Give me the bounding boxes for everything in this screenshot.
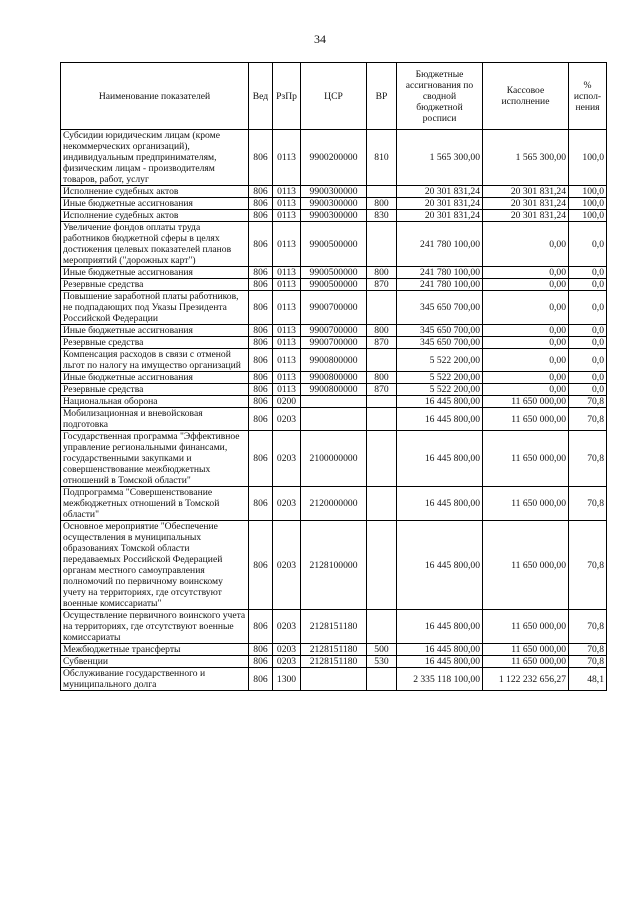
cell-name: Компенсация расходов в связи с отменой льгот по налогу на имущество организаций xyxy=(61,349,249,372)
cell-rzpr: 0203 xyxy=(273,644,301,656)
cell-cash: 0,00 xyxy=(483,279,569,291)
cell-name: Иные бюджетные ассигнования xyxy=(61,198,249,210)
cell-budget: 5 522 200,00 xyxy=(397,349,483,372)
cell-csr: 9900700000 xyxy=(301,291,367,325)
table-row xyxy=(61,210,607,222)
cell-name: Осуществление первичного воинского учета на территориях, где отсутствуют военные комиссариаты xyxy=(61,610,249,644)
cell-percent: 70,8 xyxy=(569,521,607,610)
cell-percent: 70,8 xyxy=(569,610,607,644)
cell-csr: 2128100000 xyxy=(301,521,367,610)
cell-ved: 806 xyxy=(249,668,273,691)
cell-csr: 9900700000 xyxy=(301,337,367,349)
table-row xyxy=(61,337,607,349)
cell-percent: 70,8 xyxy=(569,396,607,408)
table-header-row xyxy=(61,63,607,130)
cell-cash: 1 122 232 656,27 xyxy=(483,668,569,691)
cell-budget: 16 445 800,00 xyxy=(397,408,483,431)
cell-csr: 9900800000 xyxy=(301,349,367,372)
cell-csr: 9900500000 xyxy=(301,267,367,279)
cell-vr xyxy=(367,610,397,644)
cell-percent: 70,8 xyxy=(569,487,607,521)
cell-csr: 9900200000 xyxy=(301,130,367,186)
cell-vr xyxy=(367,668,397,691)
cell-percent: 48,1 xyxy=(569,668,607,691)
cell-ved: 806 xyxy=(249,349,273,372)
cell-rzpr: 0203 xyxy=(273,431,301,487)
cell-name: Субсидии юридическим лицам (кроме некоммерческих организаций), индивидуальным предпринимателям, физическим лицам - производителям товаров, работ, услуг xyxy=(61,130,249,186)
cell-ved: 806 xyxy=(249,396,273,408)
cell-rzpr: 0113 xyxy=(273,279,301,291)
cell-ved: 806 xyxy=(249,130,273,186)
cell-vr xyxy=(367,408,397,431)
cell-rzpr: 0113 xyxy=(273,210,301,222)
table-row xyxy=(61,521,607,610)
cell-cash: 20 301 831,24 xyxy=(483,210,569,222)
cell-csr: 9900500000 xyxy=(301,222,367,267)
table-row xyxy=(61,198,607,210)
cell-rzpr: 1300 xyxy=(273,668,301,691)
cell-budget: 5 522 200,00 xyxy=(397,384,483,396)
cell-rzpr: 0113 xyxy=(273,130,301,186)
cell-name: Резервные средства xyxy=(61,279,249,291)
cell-name: Исполнение судебных актов xyxy=(61,210,249,222)
table-row xyxy=(61,487,607,521)
cell-vr: 870 xyxy=(367,384,397,396)
cell-csr: 9900500000 xyxy=(301,279,367,291)
cell-csr: 2120000000 xyxy=(301,487,367,521)
cell-budget: 2 335 118 100,00 xyxy=(397,668,483,691)
cell-csr: 2100000000 xyxy=(301,431,367,487)
cell-percent: 0,0 xyxy=(569,279,607,291)
cell-ved: 806 xyxy=(249,222,273,267)
cell-percent: 70,8 xyxy=(569,644,607,656)
cell-percent: 0,0 xyxy=(569,222,607,267)
cell-name: Иные бюджетные ассигнования xyxy=(61,372,249,384)
table-row xyxy=(61,408,607,431)
cell-csr: 2128151180 xyxy=(301,656,367,668)
cell-ved: 806 xyxy=(249,198,273,210)
budget-execution-table xyxy=(60,62,607,691)
table-row xyxy=(61,291,607,325)
cell-cash: 0,00 xyxy=(483,291,569,325)
cell-ved: 806 xyxy=(249,325,273,337)
cell-cash: 20 301 831,24 xyxy=(483,198,569,210)
table-row xyxy=(61,396,607,408)
cell-ved: 806 xyxy=(249,431,273,487)
cell-rzpr: 0203 xyxy=(273,656,301,668)
cell-csr: 9900300000 xyxy=(301,210,367,222)
cell-cash: 11 650 000,00 xyxy=(483,408,569,431)
cell-percent: 0,0 xyxy=(569,291,607,325)
cell-vr: 800 xyxy=(367,267,397,279)
cell-name: Резервные средства xyxy=(61,384,249,396)
cell-csr: 9900800000 xyxy=(301,372,367,384)
cell-csr xyxy=(301,408,367,431)
cell-ved: 806 xyxy=(249,521,273,610)
cell-ved: 806 xyxy=(249,210,273,222)
cell-cash: 0,00 xyxy=(483,222,569,267)
cell-rzpr: 0113 xyxy=(273,384,301,396)
table-row xyxy=(61,130,607,186)
cell-budget: 345 650 700,00 xyxy=(397,325,483,337)
cell-rzpr: 0113 xyxy=(273,325,301,337)
cell-ved: 806 xyxy=(249,656,273,668)
cell-cash: 20 301 831,24 xyxy=(483,186,569,198)
cell-budget: 1 565 300,00 xyxy=(397,130,483,186)
cell-vr: 870 xyxy=(367,279,397,291)
cell-percent: 0,0 xyxy=(569,384,607,396)
cell-ved: 806 xyxy=(249,279,273,291)
cell-name: Мобилизационная и вневойсковая подготовка xyxy=(61,408,249,431)
cell-cash: 11 650 000,00 xyxy=(483,521,569,610)
cell-vr: 830 xyxy=(367,210,397,222)
cell-budget: 241 780 100,00 xyxy=(397,222,483,267)
cell-name: Субвенции xyxy=(61,656,249,668)
cell-csr: 9900700000 xyxy=(301,325,367,337)
cell-budget: 20 301 831,24 xyxy=(397,198,483,210)
header-percent: % испол-нения xyxy=(569,63,607,130)
cell-name: Основное мероприятие "Обеспечение осуществления в муниципальных образованиях Томской области передаваемых Российской Федерацией органам местного самоуправления полномочий по первичному воинскому учету на территориях, где отсутствуют военные комиссариаты" xyxy=(61,521,249,610)
cell-vr xyxy=(367,291,397,325)
cell-vr: 800 xyxy=(367,325,397,337)
cell-cash: 1 565 300,00 xyxy=(483,130,569,186)
cell-budget: 16 445 800,00 xyxy=(397,610,483,644)
cell-vr xyxy=(367,431,397,487)
cell-percent: 0,0 xyxy=(569,337,607,349)
cell-cash: 11 650 000,00 xyxy=(483,431,569,487)
cell-percent: 100,0 xyxy=(569,210,607,222)
cell-cash: 0,00 xyxy=(483,267,569,279)
cell-ved: 806 xyxy=(249,384,273,396)
table-row xyxy=(61,668,607,691)
table-row xyxy=(61,384,607,396)
table-row xyxy=(61,431,607,487)
cell-ved: 806 xyxy=(249,186,273,198)
cell-vr: 800 xyxy=(367,372,397,384)
cell-rzpr: 0113 xyxy=(273,372,301,384)
cell-rzpr: 0200 xyxy=(273,396,301,408)
cell-percent: 100,0 xyxy=(569,130,607,186)
cell-percent: 0,0 xyxy=(569,372,607,384)
cell-csr: 9900800000 xyxy=(301,384,367,396)
header-cash: Кассовое исполнение xyxy=(483,63,569,130)
cell-csr xyxy=(301,668,367,691)
cell-name: Обслуживание государственного и муниципального долга xyxy=(61,668,249,691)
cell-rzpr: 0113 xyxy=(273,267,301,279)
cell-budget: 20 301 831,24 xyxy=(397,210,483,222)
table-row xyxy=(61,186,607,198)
cell-percent: 70,8 xyxy=(569,431,607,487)
cell-percent: 100,0 xyxy=(569,186,607,198)
cell-percent: 0,0 xyxy=(569,267,607,279)
table-row xyxy=(61,656,607,668)
cell-budget: 241 780 100,00 xyxy=(397,279,483,291)
cell-budget: 16 445 800,00 xyxy=(397,521,483,610)
cell-csr: 2128151180 xyxy=(301,644,367,656)
cell-vr: 870 xyxy=(367,337,397,349)
cell-rzpr: 0113 xyxy=(273,337,301,349)
cell-name: Исполнение судебных актов xyxy=(61,186,249,198)
cell-name: Иные бюджетные ассигнования xyxy=(61,267,249,279)
cell-ved: 806 xyxy=(249,487,273,521)
page-number: 34 xyxy=(314,32,326,46)
cell-rzpr: 0113 xyxy=(273,198,301,210)
table-row xyxy=(61,610,607,644)
cell-cash: 11 650 000,00 xyxy=(483,656,569,668)
cell-cash: 0,00 xyxy=(483,372,569,384)
cell-cash: 11 650 000,00 xyxy=(483,644,569,656)
cell-name: Резервные средства xyxy=(61,337,249,349)
cell-ved: 806 xyxy=(249,267,273,279)
cell-vr xyxy=(367,222,397,267)
cell-vr xyxy=(367,349,397,372)
cell-vr xyxy=(367,521,397,610)
header-csr: ЦСР xyxy=(301,63,367,130)
header-name: Наименование показателей xyxy=(61,63,249,130)
cell-ved: 806 xyxy=(249,337,273,349)
cell-ved: 806 xyxy=(249,372,273,384)
cell-rzpr: 0203 xyxy=(273,408,301,431)
cell-name: Государственная программа "Эффективное управление региональными финансами, государственными закупками и совершенствование межбюджетных отношений в Томской области" xyxy=(61,431,249,487)
header-rzpr: РзПр xyxy=(273,63,301,130)
cell-cash: 11 650 000,00 xyxy=(483,396,569,408)
cell-name: Подпрограмма "Совершенствование межбюджетных отношений в Томской области" xyxy=(61,487,249,521)
table-row xyxy=(61,325,607,337)
cell-cash: 0,00 xyxy=(483,384,569,396)
cell-vr xyxy=(367,186,397,198)
cell-rzpr: 0113 xyxy=(273,222,301,267)
cell-vr xyxy=(367,396,397,408)
cell-ved: 806 xyxy=(249,408,273,431)
cell-cash: 0,00 xyxy=(483,349,569,372)
cell-name: Национальная оборона xyxy=(61,396,249,408)
cell-vr: 530 xyxy=(367,656,397,668)
table-row xyxy=(61,349,607,372)
table-row xyxy=(61,222,607,267)
cell-ved: 806 xyxy=(249,610,273,644)
cell-percent: 100,0 xyxy=(569,198,607,210)
cell-csr xyxy=(301,396,367,408)
cell-budget: 241 780 100,00 xyxy=(397,267,483,279)
header-budget: Бюджетные ассигнования по сводной бюджетной росписи xyxy=(397,63,483,130)
cell-percent: 0,0 xyxy=(569,349,607,372)
cell-rzpr: 0203 xyxy=(273,521,301,610)
cell-name: Межбюджетные трансферты xyxy=(61,644,249,656)
cell-budget: 345 650 700,00 xyxy=(397,337,483,349)
header-ved: Вед xyxy=(249,63,273,130)
cell-vr xyxy=(367,487,397,521)
cell-csr: 9900300000 xyxy=(301,198,367,210)
cell-budget: 16 445 800,00 xyxy=(397,644,483,656)
cell-cash: 0,00 xyxy=(483,325,569,337)
cell-budget: 16 445 800,00 xyxy=(397,656,483,668)
cell-ved: 806 xyxy=(249,291,273,325)
table-body xyxy=(61,130,607,691)
cell-percent: 70,8 xyxy=(569,656,607,668)
cell-budget: 16 445 800,00 xyxy=(397,431,483,487)
cell-name: Увеличение фондов оплаты труда работников бюджетной сферы в целях достижения целевых показателей планов мероприятий ("дорожных карт") xyxy=(61,222,249,267)
table-row xyxy=(61,644,607,656)
cell-csr: 2128151180 xyxy=(301,610,367,644)
cell-name: Повышение заработной платы работников, не подпадающих под Указы Президента Российской Федерации xyxy=(61,291,249,325)
cell-cash: 11 650 000,00 xyxy=(483,610,569,644)
cell-rzpr: 0113 xyxy=(273,291,301,325)
table-row xyxy=(61,267,607,279)
cell-percent: 70,8 xyxy=(569,408,607,431)
cell-rzpr: 0203 xyxy=(273,487,301,521)
table-row xyxy=(61,279,607,291)
header-vr: ВР xyxy=(367,63,397,130)
cell-rzpr: 0113 xyxy=(273,349,301,372)
cell-budget: 345 650 700,00 xyxy=(397,291,483,325)
cell-cash: 0,00 xyxy=(483,337,569,349)
cell-rzpr: 0113 xyxy=(273,186,301,198)
cell-rzpr: 0203 xyxy=(273,610,301,644)
cell-cash: 11 650 000,00 xyxy=(483,487,569,521)
cell-vr: 800 xyxy=(367,198,397,210)
cell-budget: 5 522 200,00 xyxy=(397,372,483,384)
cell-budget: 20 301 831,24 xyxy=(397,186,483,198)
cell-name: Иные бюджетные ассигнования xyxy=(61,325,249,337)
table-row xyxy=(61,372,607,384)
cell-vr: 810 xyxy=(367,130,397,186)
cell-vr: 500 xyxy=(367,644,397,656)
cell-budget: 16 445 800,00 xyxy=(397,487,483,521)
cell-percent: 0,0 xyxy=(569,325,607,337)
cell-budget: 16 445 800,00 xyxy=(397,396,483,408)
cell-csr: 9900300000 xyxy=(301,186,367,198)
cell-ved: 806 xyxy=(249,644,273,656)
